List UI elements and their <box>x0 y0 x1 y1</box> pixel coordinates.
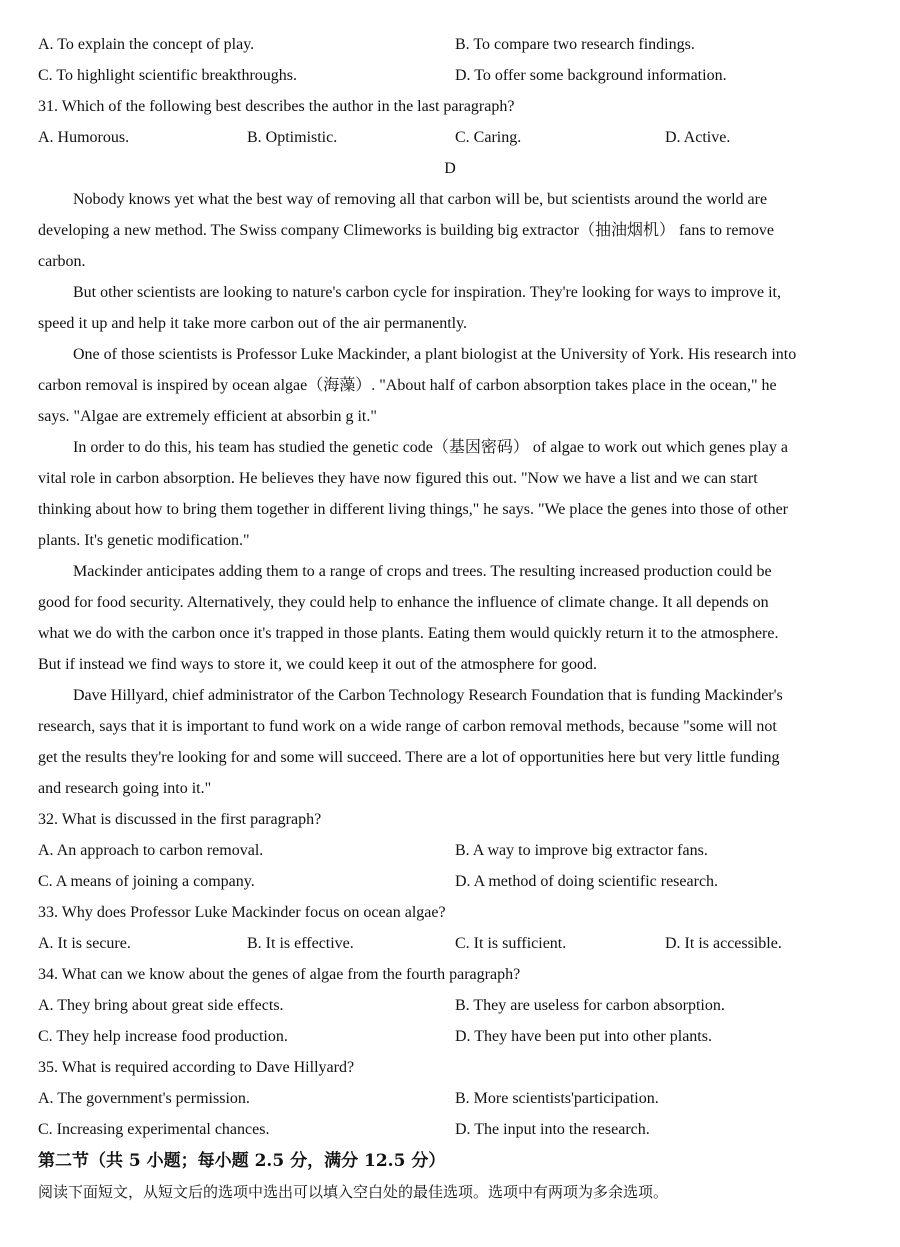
q33-stem: 33. Why does Professor Luke Mackinder focus on ocean algae? <box>38 904 446 921</box>
section-2-heading: 第二节（共 5 小题；每小题 2.5 分，满分 12.5 分） <box>38 1151 446 1171</box>
passage-line: vital role in carbon absorption. He believes they have now figured this out. "Now we have a list and we can start <box>38 470 758 487</box>
passage-line: But other scientists are looking to nature's carbon cycle for inspiration. They're looking for ways to improve it, <box>73 284 781 301</box>
q32-options-row-1 <box>38 835 870 866</box>
q30-option-a: A. To explain the concept of play. <box>38 36 255 53</box>
q31-option-d: D. Active. <box>665 129 731 146</box>
q33-options <box>38 928 870 959</box>
q33-option-d: D. It is accessible. <box>665 935 782 952</box>
q34-option-c: C. They help increase food production. <box>38 1028 288 1045</box>
q35-option-d: D. The input into the research. <box>455 1121 650 1138</box>
q33-option-a: A. It is secure. <box>38 935 131 952</box>
q30-option-d: D. To offer some background information. <box>455 67 727 84</box>
passage-line: One of those scientists is Professor Luke Mackinder, a plant biologist at the University of York. His research into <box>73 346 797 363</box>
passage-line: and research going into it." <box>38 780 212 797</box>
q30-option-b: B. To compare two research findings. <box>455 36 695 53</box>
q32-option-b: B. A way to improve big extractor fans. <box>455 842 708 859</box>
passage-line: what we do with the carbon once it's trapped in those plants. Eating them would quickly return it to the atmosphere. <box>38 625 779 642</box>
q34-stem: 34. What can we know about the genes of algae from the fourth paragraph? <box>38 966 521 983</box>
passage-line: In order to do this, his team has studied the genetic code（基因密码） of algae to work out which genes play a <box>73 439 788 456</box>
q34-option-d: D. They have been put into other plants. <box>455 1028 712 1045</box>
passage-line: Dave Hillyard, chief administrator of the Carbon Technology Research Foundation that is funding Mackinder's <box>73 687 783 704</box>
passage-line: But if instead we find ways to store it, we could keep it out of the atmosphere for good. <box>38 656 597 673</box>
q30-options-row-2 <box>38 60 870 91</box>
section-d-heading: D <box>444 160 456 177</box>
q30-option-c: C. To highlight scientific breakthroughs. <box>38 67 297 84</box>
q34-options-row-2 <box>38 1021 870 1052</box>
q35-stem: 35. What is required according to Dave Hillyard? <box>38 1059 355 1076</box>
passage-line: speed it up and help it take more carbon out of the air permanently. <box>38 315 468 332</box>
q31-option-a: A. Humorous. <box>38 129 130 146</box>
q34-option-b: B. They are useless for carbon absorption. <box>455 997 725 1014</box>
q31-option-c: C. Caring. <box>455 129 522 146</box>
passage-line: developing a new method. The Swiss company Climeworks is building big extractor（抽油烟机） fans to remove <box>38 222 775 239</box>
passage-line: carbon removal is inspired by ocean algae（海藻）. "About half of carbon absorption takes place in the ocean," he <box>38 377 777 394</box>
q35-options-row-1 <box>38 1083 870 1114</box>
q31-stem: 31. Which of the following best describes the author in the last paragraph? <box>38 98 515 115</box>
passage-line: carbon. <box>38 253 86 270</box>
passage-line: Nobody knows yet what the best way of removing all that carbon will be, but scientists around the world are <box>73 191 768 208</box>
q31-options <box>38 122 870 153</box>
passage-line: says. "Algae are extremely efficient at absorbin g it." <box>38 408 377 425</box>
passage-line: research, says that it is important to fund work on a wide range of carbon removal methods, because "some will not <box>38 718 777 735</box>
passage-line: plants. It's genetic modification." <box>38 532 250 549</box>
q32-option-a: A. An approach to carbon removal. <box>38 842 264 859</box>
q35-option-b: B. More scientists'participation. <box>455 1090 659 1107</box>
q32-option-c: C. A means of joining a company. <box>38 873 255 890</box>
q33-option-b: B. It is effective. <box>247 935 354 952</box>
section-2-instruction: 阅读下面短文，从短文后的选项中选出可以填入空白处的最佳选项。选项中有两项为多余选项。 <box>38 1183 669 1201</box>
q34-options-row-1 <box>38 990 870 1021</box>
q31-option-b: B. Optimistic. <box>247 129 338 146</box>
q35-options-row-2 <box>38 1114 870 1145</box>
q34-option-a: A. They bring about great side effects. <box>38 997 284 1014</box>
q33-option-c: C. It is sufficient. <box>455 935 567 952</box>
q35-option-a: A. The government's permission. <box>38 1090 250 1107</box>
q35-option-c: C. Increasing experimental chances. <box>38 1121 270 1138</box>
q32-option-d: D. A method of doing scientific research. <box>455 873 719 890</box>
passage-line: good for food security. Alternatively, they could help to enhance the influence of climate change. It all depends on <box>38 594 769 611</box>
passage-line: Mackinder anticipates adding them to a range of crops and trees. The resulting increased production could be <box>73 563 772 580</box>
passage-line: thinking about how to bring them together in different living things," he says. "We place the genes into those of other <box>38 501 788 518</box>
q32-options-row-2 <box>38 866 870 897</box>
q30-options-row-1 <box>38 29 870 60</box>
q32-stem: 32. What is discussed in the first paragraph? <box>38 811 322 828</box>
passage-line: get the results they're looking for and some will succeed. There are a lot of opportunities here but very little funding <box>38 749 780 766</box>
